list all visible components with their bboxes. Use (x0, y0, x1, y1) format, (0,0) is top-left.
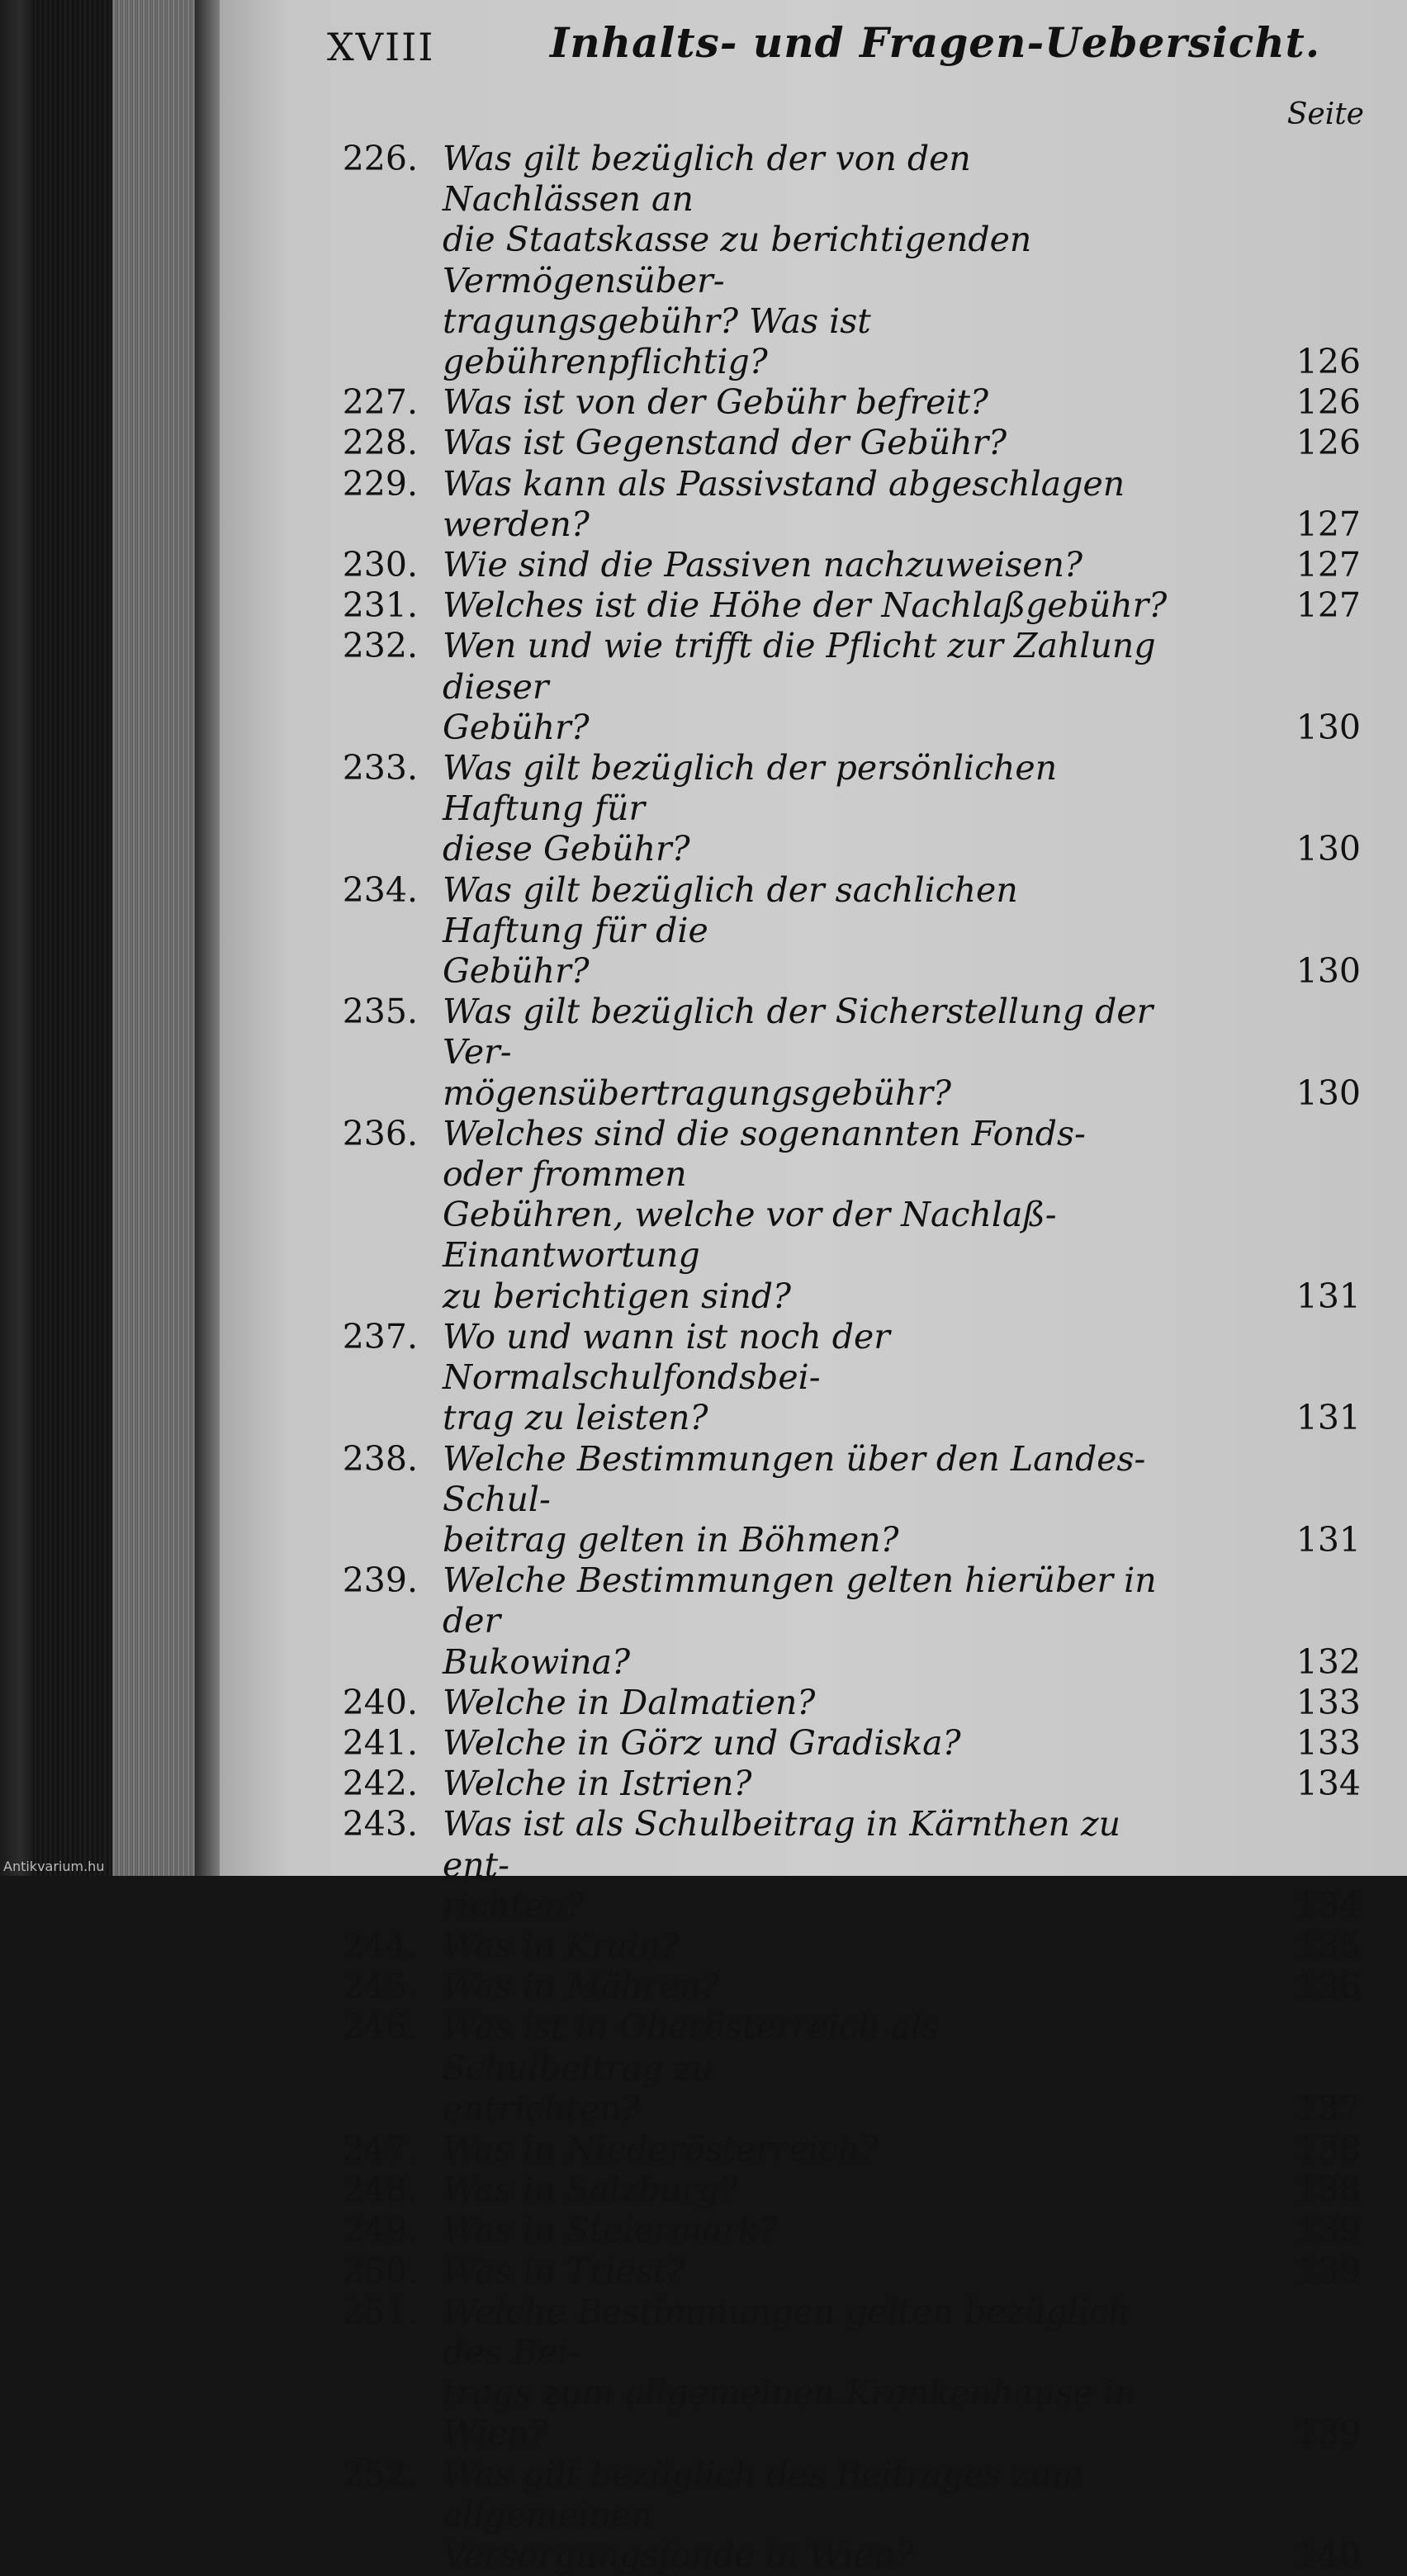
toc-entry (220, 2007, 1407, 2129)
entry-question: Wie sind die Passiven nachzuweisen? (443, 545, 1082, 585)
toc-entry (220, 464, 1407, 545)
entry-number: 231. (342, 585, 418, 626)
entry-number: 248. (342, 2170, 418, 2210)
entry-question: Welche Bestimmungen gelten bezüglich des Bei- trags zum allgemeinen Krankenhause in Wien? (443, 2291, 1136, 2454)
entry-page-number: 130 (1296, 951, 1361, 992)
entry-number: 233. (342, 748, 418, 788)
table-of-contents (220, 139, 1407, 2576)
entry-page-number: 131 (1296, 1276, 1361, 1316)
page-gutter (195, 0, 220, 1876)
book-page (220, 0, 1407, 2575)
entry-page-number: 130 (1296, 707, 1361, 747)
toc-entry (220, 2252, 1407, 2292)
entry-question: Welche in Istrien? (443, 1764, 752, 1804)
entry-question: Wo und wann ist noch der Normalschulfondsbei- trag zu leisten? (443, 1316, 890, 1438)
entry-number: 247. (342, 2129, 418, 2169)
entry-question: Was gilt bezüglich der persönlichen Haftung für diese Gebühr? (443, 748, 1058, 869)
entry-page-number: 131 (1296, 1398, 1361, 1438)
toc-entry (220, 2170, 1407, 2210)
entry-number: 252. (342, 2454, 418, 2494)
entry-number: 232. (342, 626, 418, 666)
entry-number: 237. (342, 1316, 418, 1357)
toc-entry (220, 1683, 1407, 1723)
entry-question: Welches sind die sogenannten Fonds- oder frommen Gebühren, welche vor der Nachlaß-Einantwortung zu berichtigen sind? (443, 1113, 1086, 1316)
entry-number: 239. (342, 1560, 418, 1601)
entry-page-number: 134 (1296, 1764, 1361, 1804)
entry-page-number: 139 (1296, 2413, 1361, 2454)
toc-entry (220, 748, 1407, 870)
entry-question: Welche in Görz und Gradiska? (443, 1722, 961, 1763)
entry-question: Was in Niederösterreich? (443, 2129, 879, 2169)
entry-page-number: 130 (1296, 1073, 1361, 1113)
entry-question: Was in Triest? (443, 2251, 685, 2291)
page-number-roman: XVIII (327, 25, 435, 69)
toc-entry (220, 1764, 1407, 1804)
toc-entry (220, 1317, 1407, 1439)
toc-entry (220, 2129, 1407, 2170)
book-spine (0, 0, 33, 1876)
entry-number: 226. (342, 139, 418, 178)
entry-number: 229. (342, 463, 418, 504)
entry-number: 250. (342, 2251, 418, 2291)
toc-entry (220, 2210, 1407, 2251)
entry-number: 230. (342, 545, 418, 585)
entry-number: 249. (342, 2210, 418, 2251)
entry-number: 241. (342, 1722, 418, 1763)
page-header (327, 18, 1367, 76)
entry-page-number: 136 (1296, 1967, 1361, 2007)
toc-entry (220, 2455, 1407, 2576)
entry-question: Was in Steiermark? (443, 2210, 778, 2251)
entry-number: 238. (342, 1438, 418, 1479)
toc-entry (220, 423, 1407, 463)
toc-entry (220, 1967, 1407, 2007)
entry-page-number: 127 (1296, 545, 1361, 585)
entry-question: Welches ist die Höhe der Nachlaßgebühr? (443, 585, 1168, 626)
entry-page-number: 133 (1296, 1722, 1361, 1763)
entry-number: 236. (342, 1113, 418, 1153)
entry-page-number: 139 (1296, 2210, 1361, 2251)
toc-entry (220, 1439, 1407, 1561)
entry-number: 242. (342, 1764, 418, 1804)
toc-entry (220, 585, 1407, 626)
entry-number: 244. (342, 1925, 418, 1966)
page-title: Inhalts- und Fragen-Uebersicht. (550, 18, 1321, 67)
entry-question: Was ist in Oberösterreich als Schulbeitrag zu entrichten? (443, 2007, 940, 2129)
entry-number: 235. (342, 992, 418, 1032)
entry-question: Welche Bestimmungen über den Landes-Schul- beitrag gelten in Böhmen? (443, 1438, 1146, 1560)
entry-number: 246. (342, 2007, 418, 2048)
entry-number: 251. (342, 2291, 418, 2332)
entry-question: Wen und wie trifft die Pflicht zur Zahlung dieser Gebühr? (443, 626, 1156, 747)
toc-entry (220, 626, 1407, 748)
toc-entry (220, 139, 1407, 382)
entry-question: Was ist von der Gebühr befreit? (443, 382, 989, 423)
entry-number: 243. (342, 1804, 418, 1844)
entry-page-number: 138 (1296, 2129, 1361, 2169)
entry-number: 227. (342, 382, 418, 423)
toc-entry (220, 1114, 1407, 1317)
entry-number: 245. (342, 1967, 418, 2007)
entry-question: Was in Salzburg? (443, 2170, 738, 2210)
toc-entry (220, 545, 1407, 585)
toc-entry (220, 1804, 1407, 1926)
entry-question: Was in Mähren? (443, 1967, 719, 2007)
entry-page-number: 131 (1296, 1519, 1361, 1560)
entry-page-number: 127 (1296, 504, 1361, 544)
entry-page-number: 126 (1296, 423, 1361, 463)
toc-entry (220, 2292, 1407, 2455)
entry-page-number: 138 (1296, 2170, 1361, 2210)
entry-question: Welche Bestimmungen gelten hierüber in der Bukowina? (443, 1560, 1157, 1682)
entry-page-number: 134 (1296, 1885, 1361, 1925)
toc-entry (220, 1926, 1407, 1967)
entry-number: 228. (342, 423, 418, 463)
entry-question: Was in Krain? (443, 1925, 679, 1966)
entry-question: Was gilt bezüglich der Sicherstellung der Ver- mögensübertragungsgebühr? (443, 992, 1154, 1113)
page-column-label: Seite (1286, 97, 1364, 131)
entry-page-number: 132 (1296, 1641, 1361, 1682)
watermark: Antikvarium.hu (3, 1859, 105, 1874)
entry-page-number: 133 (1296, 1682, 1361, 1722)
entry-page-number: 139 (1296, 2251, 1361, 2291)
entry-page-number: 126 (1296, 382, 1361, 423)
toc-entry (220, 1723, 1407, 1764)
entry-page-number: 127 (1296, 585, 1361, 626)
entry-question: Was gilt bezüglich der von den Nachlässen an die Staatskasse zu berichtigenden Vermögensüber- tragungsgebühr? Was ist gebührenpflichtig? (443, 139, 1032, 382)
page-edges (112, 0, 195, 1876)
entry-question: Was gilt bezüglich der sachlichen Haftung für die Gebühr? (443, 869, 1018, 992)
entry-page-number: 135 (1296, 1925, 1361, 1966)
entry-question: Was gilt bezüglich des Beitrages zum allgemeinen Versorgungsfonde in Wien? (443, 2454, 1084, 2575)
toc-entry (220, 1560, 1407, 1683)
entry-number: 234. (342, 869, 418, 910)
entry-number: 240. (342, 1682, 418, 1722)
entry-page-number: 126 (1296, 342, 1361, 382)
entry-page-number: 130 (1296, 829, 1361, 869)
book-binding (33, 0, 112, 1876)
entry-question: Was kann als Passivstand abgeschlagen werden? (443, 463, 1125, 544)
entry-question: Welche in Dalmatien? (443, 1682, 816, 1722)
entry-question: Was ist Gegenstand der Gebühr? (443, 423, 1007, 463)
entry-page-number: 140 (1296, 2535, 1361, 2575)
entry-page-number: 137 (1296, 2088, 1361, 2129)
toc-entry (220, 382, 1407, 423)
toc-entry (220, 870, 1407, 992)
entry-question: Was ist als Schulbeitrag in Kärnthen zu ent- richten? (443, 1804, 1121, 1925)
toc-entry (220, 992, 1407, 1114)
